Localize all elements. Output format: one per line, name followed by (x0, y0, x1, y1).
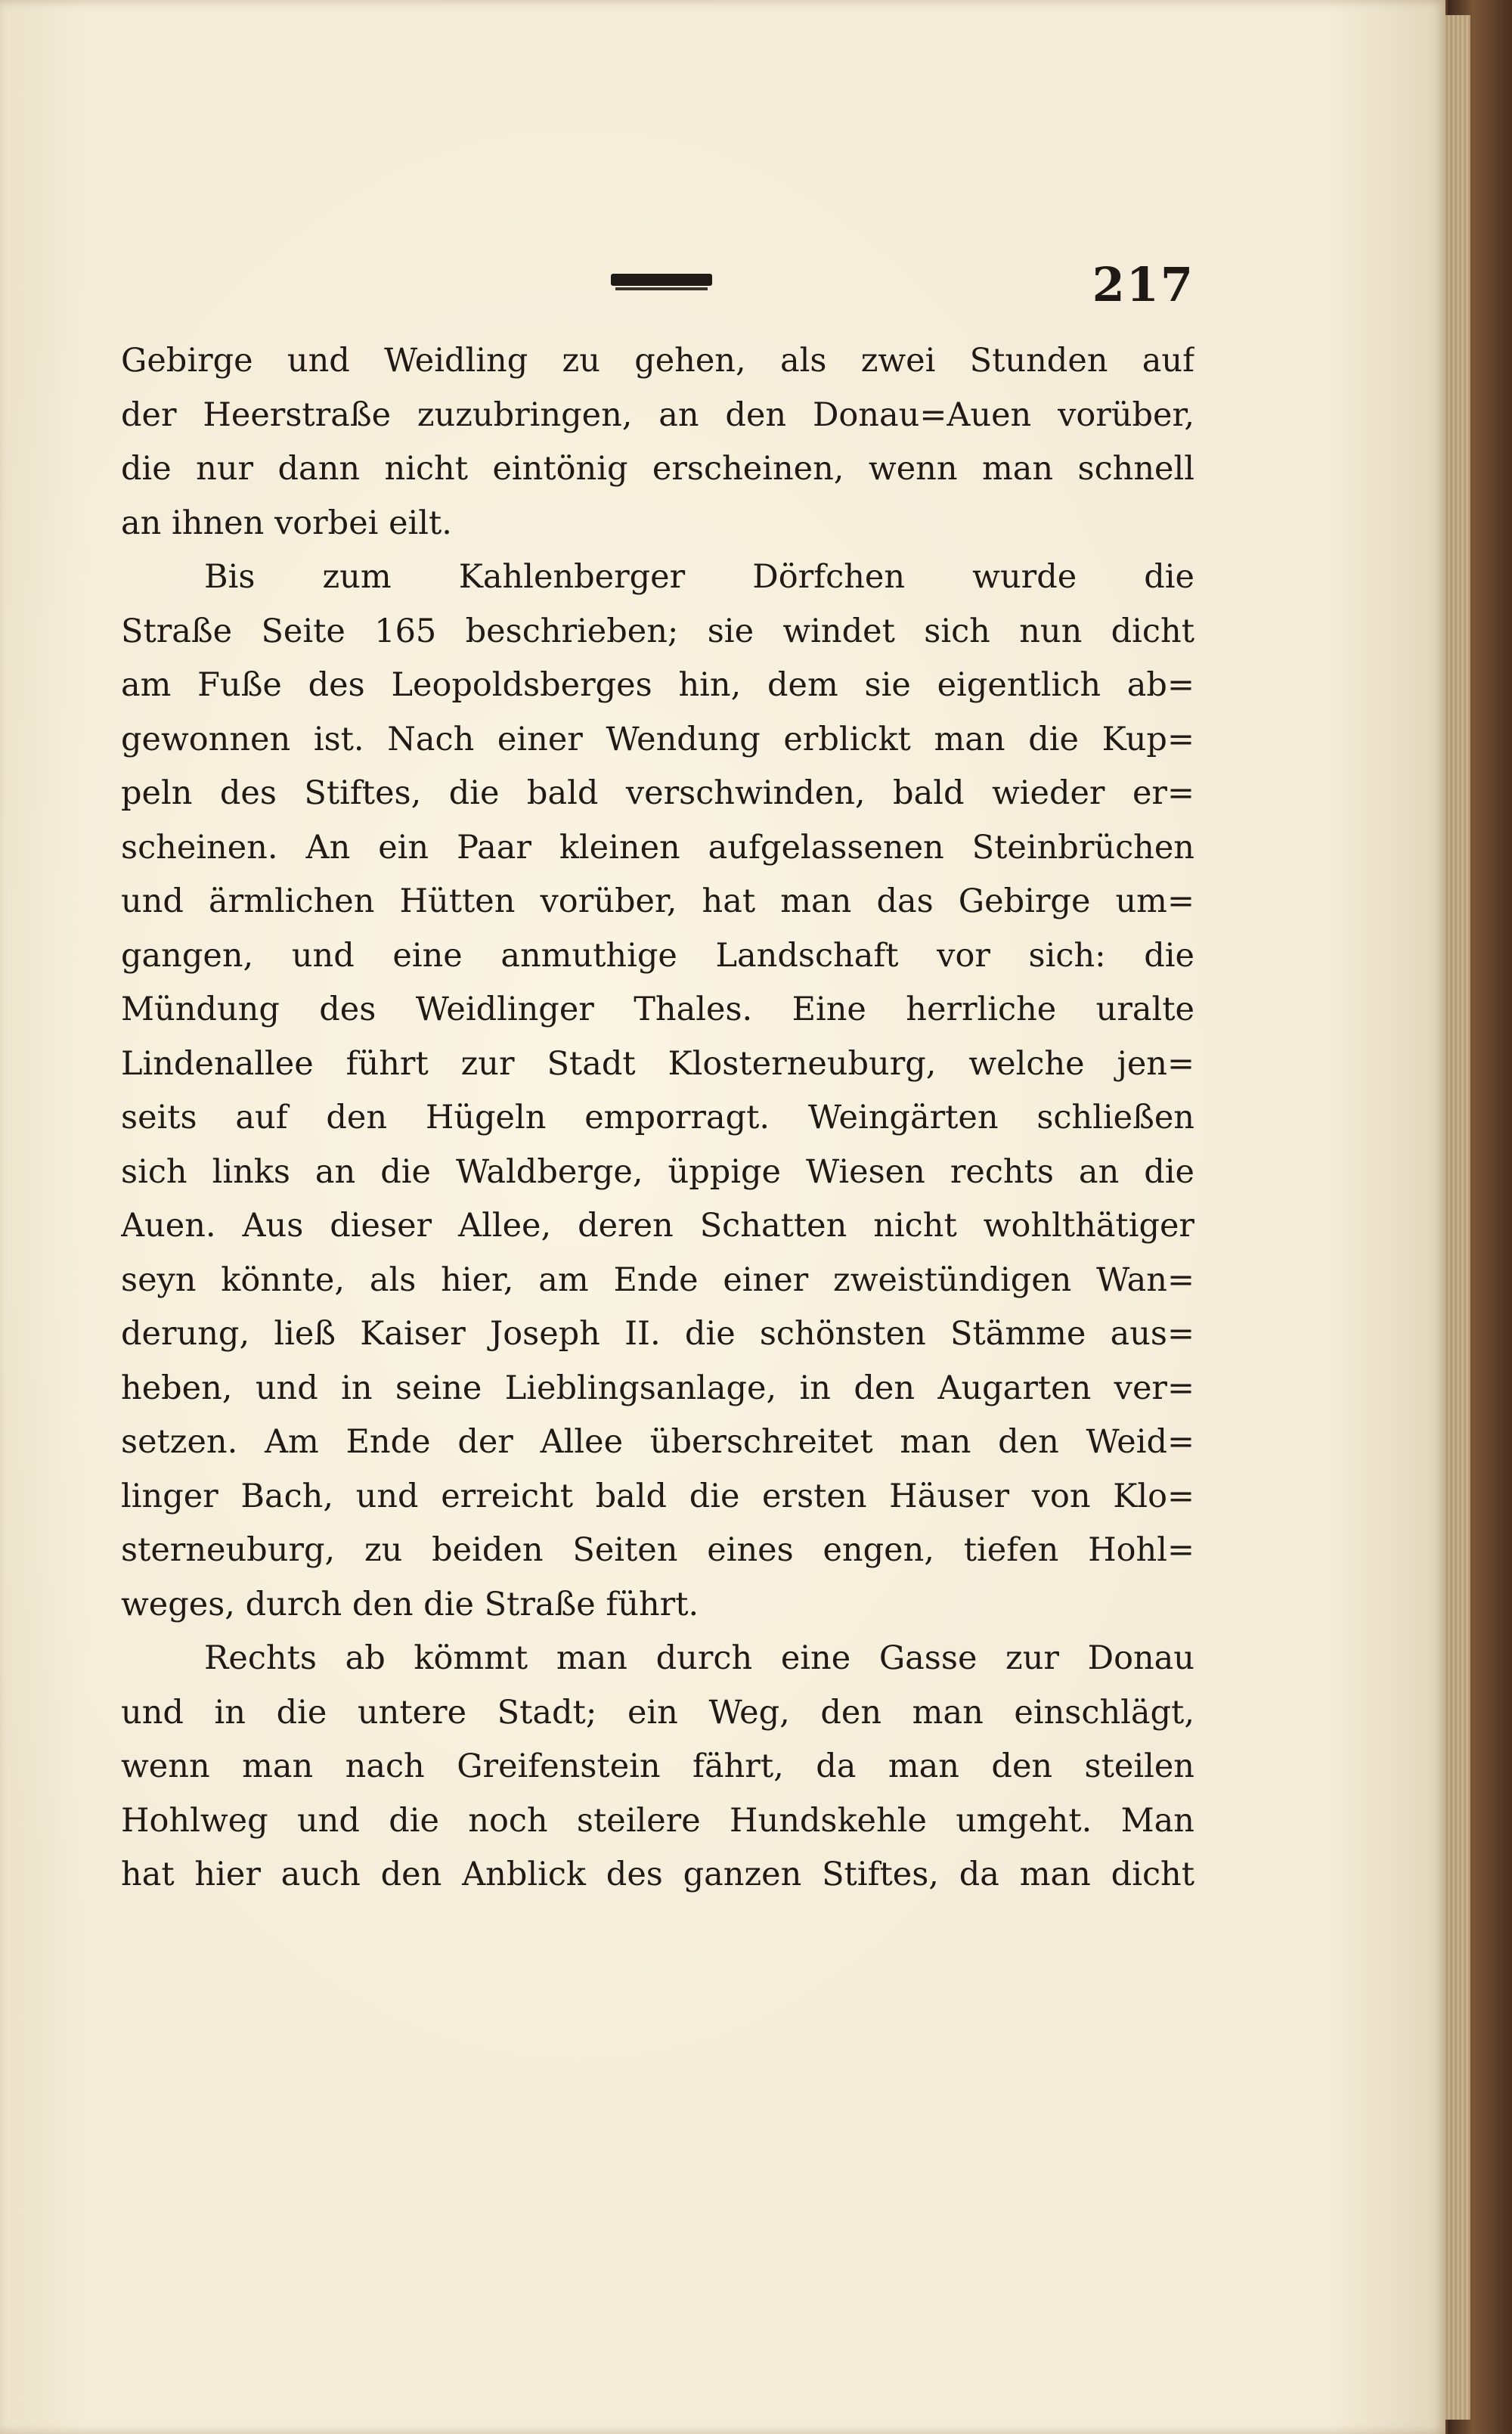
text-line: und in die untere Stadt; ein Weg, den man einschlägt, (121, 1693, 1194, 1732)
text-line: und ärmlichen Hütten vorüber, hat man das Gebirge um= (121, 882, 1194, 920)
text-line: hat hier auch den Anblick des ganzen Stiftes, da man dicht (121, 1856, 1194, 1893)
text-line: Auen. Aus dieser Allee, deren Schatten nicht wohlthätiger (121, 1207, 1194, 1245)
text-line: Straße Seite 165 beschrieben; sie windet sich nun dicht (121, 612, 1194, 650)
page-number: 217 (1092, 257, 1194, 312)
text-line: setzen. Am Ende der Allee überschreitet man den Weid= (121, 1423, 1194, 1461)
text-line: Gebirge und Weidling zu gehen, als zwei Stunden auf (121, 342, 1194, 380)
text-line: Lindenallee führt zur Stadt Klosterneuburg, welche jen= (121, 1044, 1194, 1083)
text-line: die nur dann nicht eintönig erscheinen, wenn man schnell (121, 450, 1194, 488)
text-line: seits auf den Hügeln emporragt. Weingärten schließen (121, 1099, 1194, 1136)
text-line: weges, durch den die Straße führt. (121, 1585, 699, 1623)
text-line: heben, und in seine Lieblingsanlage, in den Augarten ver= (121, 1369, 1194, 1407)
text-line: Bis zum Kahlenberger Dörfchen wurde die (204, 558, 1194, 596)
text-line: Rechts ab kömmt man durch eine Gasse zur Donau (204, 1639, 1194, 1677)
text-line: seyn könnte, als hier, am Ende einer zweistündigen Wan= (121, 1260, 1194, 1299)
text-line: an ihnen vorbei eilt. (121, 504, 452, 542)
text-line: Mündung des Weidlinger Thales. Eine herrliche uralte (121, 991, 1194, 1028)
text-line: gangen, und eine anmuthige Landschaft vor sich: die (121, 936, 1194, 975)
text-line: sich links an die Waldberge, üppige Wiesen rechts an die (121, 1152, 1194, 1191)
text-line: gewonnen ist. Nach einer Wendung erblickt man die Kup= (121, 720, 1194, 758)
text-line: derung, ließ Kaiser Joseph II. die schönsten Stämme aus= (121, 1315, 1194, 1353)
text-line: wenn man nach Greifenstein fährt, da man den steilen (121, 1747, 1194, 1785)
body-text (121, 334, 1194, 1902)
header-rule (611, 274, 712, 286)
text-line: linger Bach, und erreicht bald die ersten Häuser von Klo= (121, 1477, 1194, 1515)
text-line: sterneuburg, zu beiden Seiten eines engen, tiefen Hohl= (121, 1531, 1194, 1569)
text-line: scheinen. An ein Paar kleinen aufgelassenen Steinbrüchen (121, 828, 1194, 867)
text-line: der Heerstraße zuzubringen, an den Donau=Auen vorüber, (121, 395, 1194, 434)
text-line: Hohlweg und die noch steilere Hundskehle umgeht. Man (121, 1801, 1194, 1840)
text-line: peln des Stiftes, die bald verschwinden, bald wieder er= (121, 774, 1194, 812)
text-line: am Fuße des Leopoldsberges hin, dem sie eigentlich ab= (121, 666, 1194, 704)
